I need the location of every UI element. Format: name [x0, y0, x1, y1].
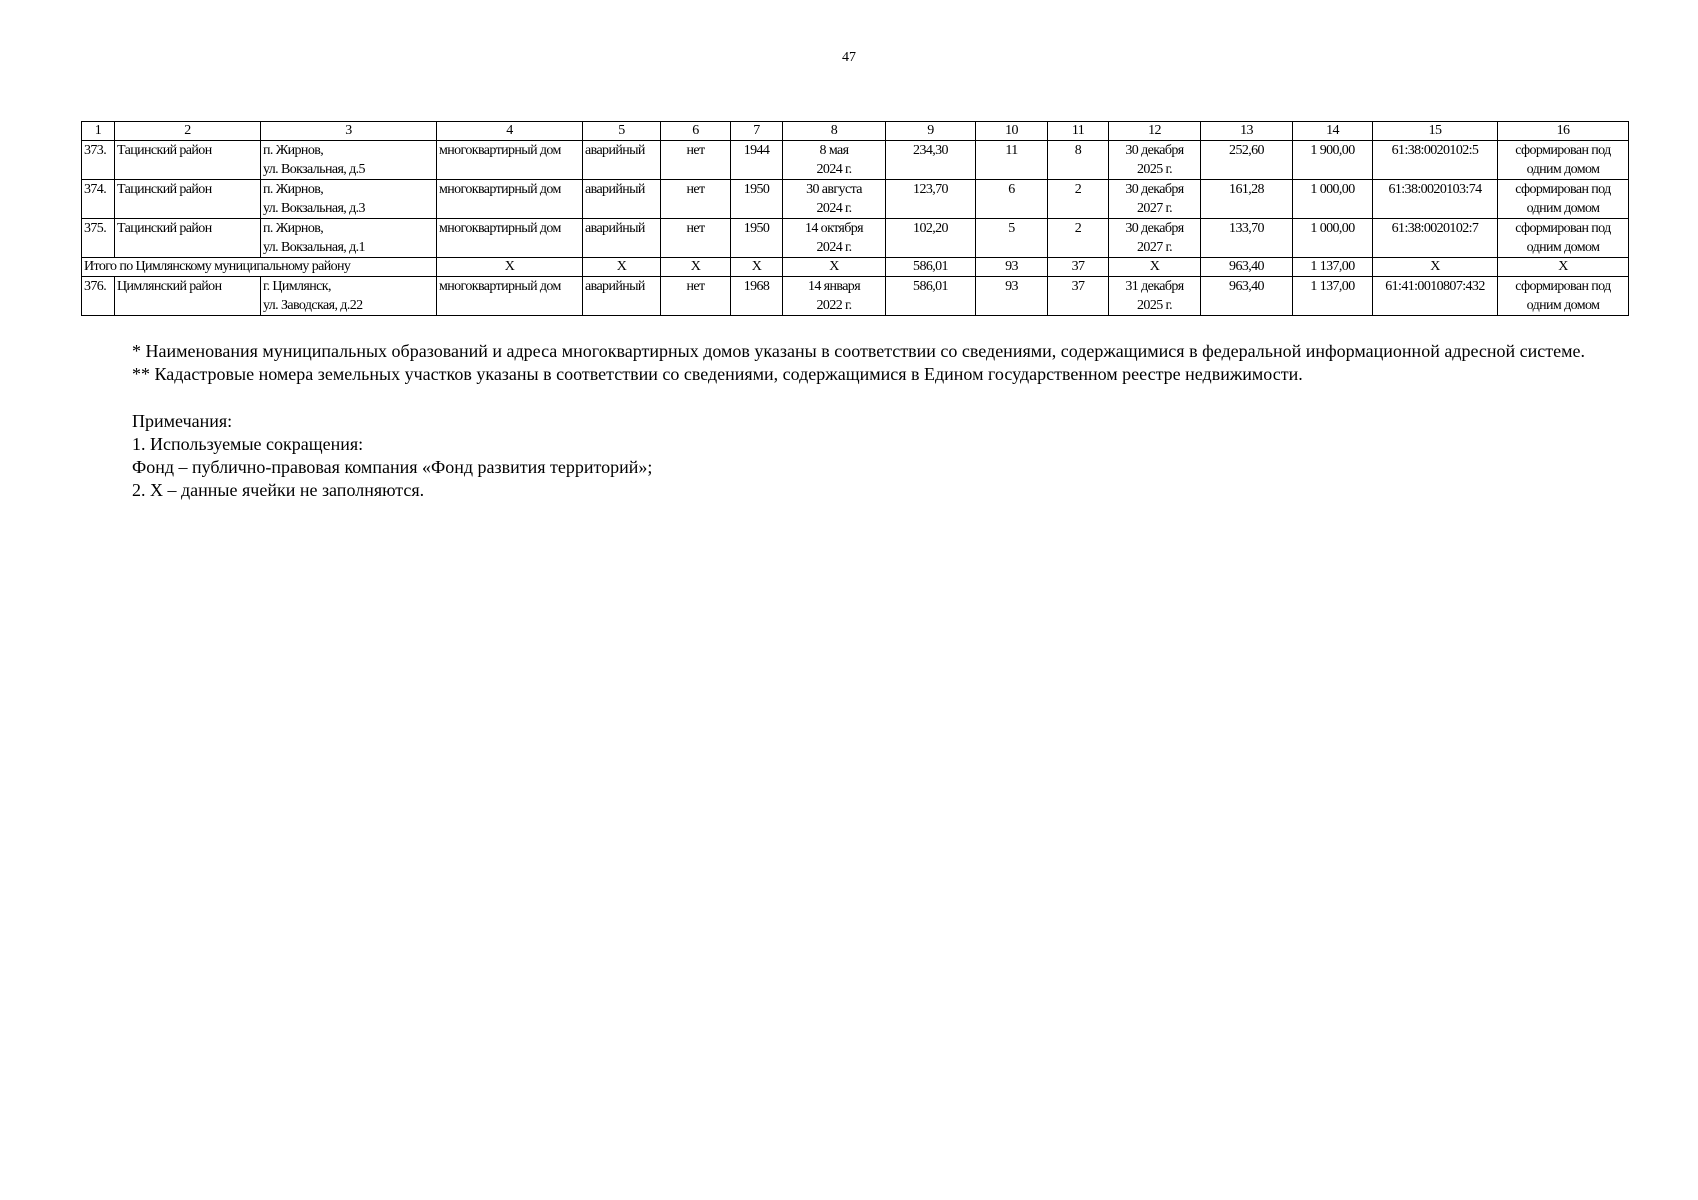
deadline-line: 31 декабря [1125, 279, 1184, 294]
deadline [1109, 277, 1201, 316]
plot-line: сформирован под [1515, 279, 1611, 294]
date-line: 2024 г. [816, 201, 852, 216]
value14: 1 000,00 [1293, 219, 1373, 258]
deadline-line: 2025 г. [1137, 298, 1172, 313]
date-line: 2024 г. [816, 240, 852, 255]
remarks-title: Примечания: [132, 411, 233, 431]
total-cell: X [1109, 258, 1201, 277]
plot-line: одним домом [1526, 201, 1600, 216]
column-header: 9 [886, 122, 976, 141]
row-number: 373. [82, 141, 115, 180]
house-status: аварийный [583, 219, 661, 258]
column-header: 10 [976, 122, 1048, 141]
district: Тацинский район [115, 141, 261, 180]
total-cell: X [583, 258, 661, 277]
total-cell: 93 [976, 258, 1048, 277]
total-cell: X [661, 258, 731, 277]
flag: нет [661, 219, 731, 258]
column-header: 2 [115, 122, 261, 141]
total-label: Итого по Цимлянскому муниципальному району [82, 258, 437, 277]
column-header: 11 [1048, 122, 1109, 141]
table-row [82, 277, 1629, 316]
date-line: 14 октября [804, 221, 864, 236]
date-line: 2024 г. [816, 162, 852, 177]
district: Тацинский район [115, 219, 261, 258]
column-header: 3 [261, 122, 437, 141]
address-line: ул. Вокзальная, д.1 [263, 240, 365, 255]
year: 1944 [731, 141, 783, 180]
value14: 1 000,00 [1293, 180, 1373, 219]
column-header: 8 [783, 122, 886, 141]
house-status: аварийный [583, 180, 661, 219]
area: 123,70 [886, 180, 976, 219]
address-line: г. Цимлянск, [263, 279, 331, 294]
total-cell: X [1373, 258, 1498, 277]
cadastral-number: 61:41:0010807:432 [1373, 277, 1498, 316]
date-line: 2022 г. [816, 298, 852, 313]
date [783, 180, 886, 219]
total-cell: X [731, 258, 783, 277]
column-header: 1 [82, 122, 115, 141]
flag: нет [661, 180, 731, 219]
count1: 5 [976, 219, 1048, 258]
plot-line: сформирован под [1515, 221, 1611, 236]
date-line: 8 мая [819, 143, 849, 158]
cadastral-number: 61:38:0020102:5 [1373, 141, 1498, 180]
page-number: 47 [842, 50, 856, 65]
deadline-line: 30 декабря [1125, 143, 1184, 158]
plot-line: одним домом [1526, 240, 1600, 255]
address-line: п. Жирнов, [263, 221, 324, 236]
plot-line: одним домом [1526, 298, 1600, 313]
remark-item-2: 2. X – данные ячейки не заполняются. [132, 480, 425, 500]
address-line: п. Жирнов, [263, 182, 324, 197]
address-line: ул. Заводская, д.22 [263, 298, 363, 313]
date [783, 141, 886, 180]
footnote-2: ** Кадастровые номера земельных участков указаны в соответствии со сведениями, содержащимися в Едином государственном реестре недвижимости. [132, 364, 1303, 384]
deadline-line: 30 декабря [1125, 182, 1184, 197]
house-type: многоквартирный дом [437, 180, 583, 219]
address [261, 141, 437, 180]
remark-item-1: 1. Используемые сокращения: [132, 434, 364, 454]
deadline-line: 2027 г. [1137, 201, 1172, 216]
deadline [1109, 180, 1201, 219]
row-number: 375. [82, 219, 115, 258]
flag: нет [661, 141, 731, 180]
flag: нет [661, 277, 731, 316]
deadline-line: 2027 г. [1137, 240, 1172, 255]
date-line: 30 августа [806, 182, 862, 197]
column-number-header-row [82, 122, 1629, 141]
cadastral-number: 61:38:0020103:74 [1373, 180, 1498, 219]
total-cell: X [783, 258, 886, 277]
date [783, 277, 886, 316]
count2: 2 [1048, 180, 1109, 219]
total-cell: X [1498, 258, 1629, 277]
house-status: аварийный [583, 277, 661, 316]
value13: 963,40 [1201, 277, 1293, 316]
plot-line: одним домом [1526, 162, 1600, 177]
count1: 6 [976, 180, 1048, 219]
area: 586,01 [886, 277, 976, 316]
address-line: п. Жирнов, [263, 143, 324, 158]
plot-status [1498, 219, 1629, 258]
footnote-1: * Наименования муниципальных образований и адреса многоквартирных домов указаны в соответствии со сведениями, содержащимися в федеральной информационной адресной системе. [132, 341, 1586, 361]
column-header: 6 [661, 122, 731, 141]
deadline [1109, 141, 1201, 180]
address [261, 277, 437, 316]
value13: 161,28 [1201, 180, 1293, 219]
column-header: 15 [1373, 122, 1498, 141]
remark-item-1-detail: Фонд – публично-правовая компания «Фонд развития территорий»; [132, 457, 653, 477]
count1: 93 [976, 277, 1048, 316]
notes-section [81, 340, 1628, 502]
total-cell: 37 [1048, 258, 1109, 277]
row-number: 376. [82, 277, 115, 316]
plot-line: сформирован под [1515, 182, 1611, 197]
plot-status [1498, 180, 1629, 219]
total-cell: 963,40 [1201, 258, 1293, 277]
date-line: 14 января [807, 279, 861, 294]
year: 1950 [731, 219, 783, 258]
house-type: многоквартирный дом [437, 141, 583, 180]
area: 234,30 [886, 141, 976, 180]
house-type: многоквартирный дом [437, 277, 583, 316]
count1: 11 [976, 141, 1048, 180]
house-type: многоквартирный дом [437, 219, 583, 258]
total-cell: 586,01 [886, 258, 976, 277]
plot-status [1498, 277, 1629, 316]
column-header: 12 [1109, 122, 1201, 141]
row-number: 374. [82, 180, 115, 219]
table-row [82, 219, 1629, 258]
column-header: 13 [1201, 122, 1293, 141]
value14: 1 900,00 [1293, 141, 1373, 180]
column-header: 14 [1293, 122, 1373, 141]
address [261, 219, 437, 258]
total-cell: 1 137,00 [1293, 258, 1373, 277]
year: 1950 [731, 180, 783, 219]
column-header: 16 [1498, 122, 1629, 141]
district: Цимлянский район [115, 277, 261, 316]
spacer [81, 386, 1628, 410]
address [261, 180, 437, 219]
value14: 1 137,00 [1293, 277, 1373, 316]
address-line: ул. Вокзальная, д.5 [263, 162, 365, 177]
cadastral-number: 61:38:0020102:7 [1373, 219, 1498, 258]
table-row [82, 180, 1629, 219]
value13: 133,70 [1201, 219, 1293, 258]
count2: 2 [1048, 219, 1109, 258]
deadline [1109, 219, 1201, 258]
value13: 252,60 [1201, 141, 1293, 180]
column-header: 4 [437, 122, 583, 141]
count2: 8 [1048, 141, 1109, 180]
count2: 37 [1048, 277, 1109, 316]
deadline-line: 2025 г. [1137, 162, 1172, 177]
plot-status [1498, 141, 1629, 180]
deadline-line: 30 декабря [1125, 221, 1184, 236]
total-row [82, 258, 1629, 277]
house-status: аварийный [583, 141, 661, 180]
plot-line: сформирован под [1515, 143, 1611, 158]
housing-registry-table [81, 121, 1629, 316]
total-cell: X [437, 258, 583, 277]
address-line: ул. Вокзальная, д.3 [263, 201, 365, 216]
area: 102,20 [886, 219, 976, 258]
district: Тацинский район [115, 180, 261, 219]
date [783, 219, 886, 258]
table-row [82, 141, 1629, 180]
column-header: 7 [731, 122, 783, 141]
year: 1968 [731, 277, 783, 316]
column-header: 5 [583, 122, 661, 141]
